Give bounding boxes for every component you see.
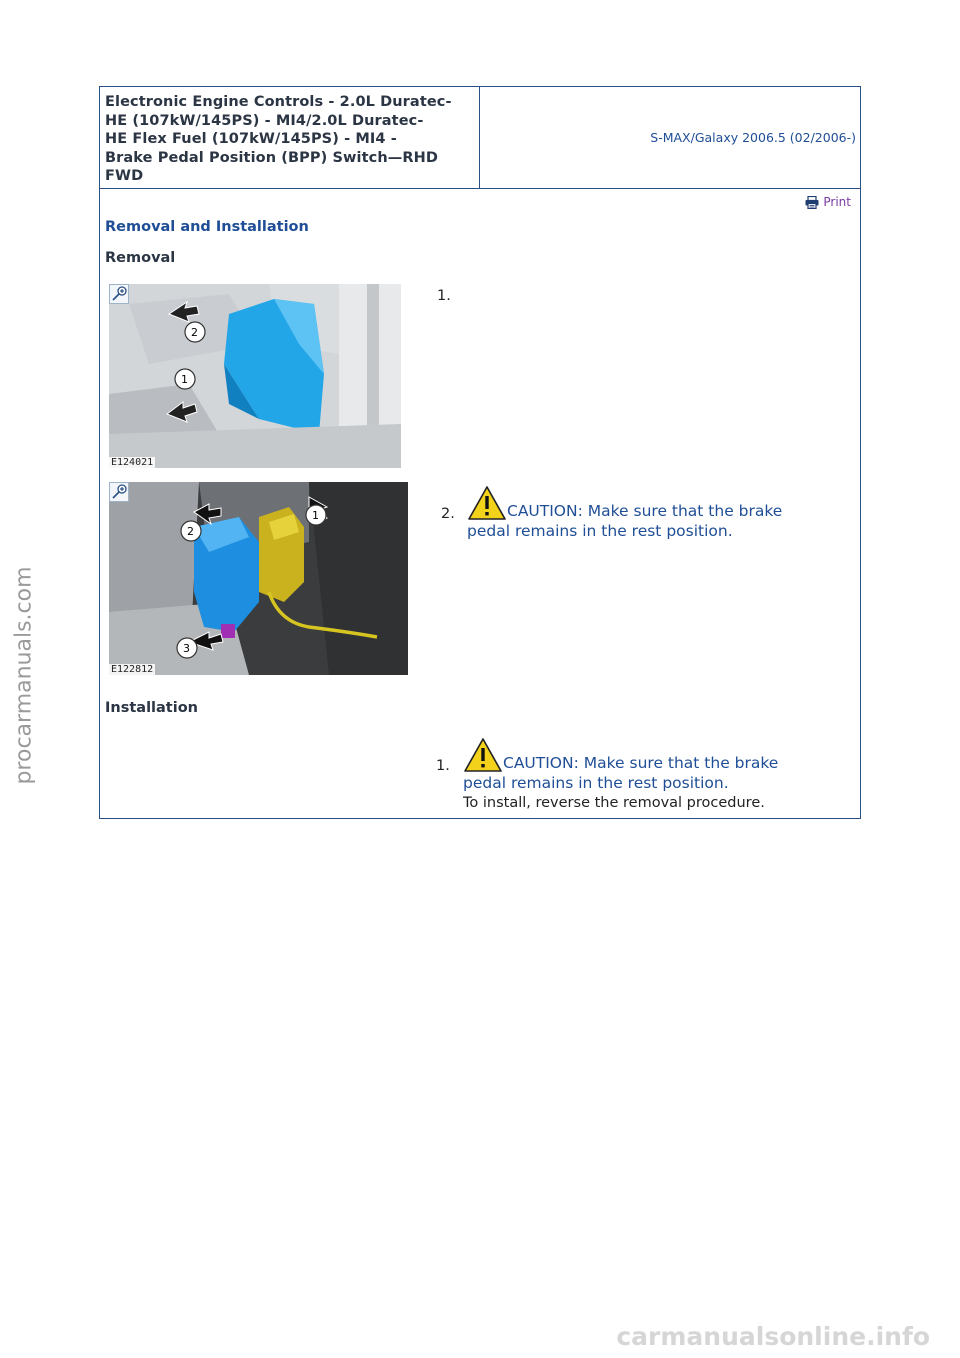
warning-triangle-icon [467, 485, 507, 521]
figure-e122812-callout-1: 1 [312, 509, 319, 522]
title-line-1: Electronic Engine Controls - 2.0L Duratec- [105, 94, 452, 110]
figure-e122812-callout-3: 3 [183, 642, 190, 655]
figure-e122812-illustration [109, 482, 408, 675]
print-link[interactable] [805, 195, 851, 209]
installation-step-1-caution-line-1: CAUTION: Make sure that the brake [503, 754, 779, 772]
removal-step-1-number: 1. [437, 288, 451, 304]
removal-step-2-caution-line-2: pedal remains in the rest position. [467, 522, 733, 540]
section-heading-removal-installation: Removal and Installation [105, 219, 309, 235]
removal-step-2-number: 2. [441, 506, 455, 522]
title-line-5: FWD [105, 168, 144, 184]
title-line-3: HE Flex Fuel (107kW/145PS) - MI4 - [105, 131, 397, 147]
title-line-2: HE (107kW/145PS) - MI4/2.0L Duratec- [105, 112, 424, 129]
header-vehicle-cell [480, 87, 860, 188]
printer-icon [805, 196, 819, 209]
document-frame [99, 86, 861, 819]
figure-e122812-code: E122812 [111, 664, 154, 675]
magnify-icon [110, 483, 128, 501]
header-row [100, 87, 860, 189]
print-label: Print [823, 195, 851, 209]
title-line-4: Brake Pedal Position (BPP) Switch—RHD [105, 149, 438, 166]
warning-triangle-icon [463, 737, 503, 773]
figure-e124021 [109, 284, 401, 468]
vehicle-model: S-MAX/Galaxy 2006.5 (02/2006-) [650, 130, 856, 145]
removal-step-2-caution-line-1: CAUTION: Make sure that the brake [507, 502, 783, 520]
bottom-watermark: carmanualsonline.info [616, 1322, 930, 1351]
removal-step-2-caution [467, 485, 782, 541]
figure-e124021-code: E124021 [111, 457, 154, 468]
side-watermark [4, 560, 44, 790]
installation-step-1-caution-line-2: pedal remains in the rest position. [463, 774, 729, 792]
figure-e124021-illustration [109, 284, 401, 468]
zoom-figure-e124021-icon[interactable] [109, 284, 129, 304]
header-title-cell [100, 87, 480, 188]
zoom-figure-e122812-icon[interactable] [109, 482, 129, 502]
installation-step-1-text: To install, reverse the removal procedure. [463, 795, 765, 811]
figure-e124021-callout-1: 1 [181, 373, 188, 386]
figure-e122812 [109, 482, 408, 675]
side-watermark-text: procarmanuals.com [11, 565, 37, 785]
installation-step-1-caution [463, 737, 778, 793]
section-heading-installation: Installation [105, 700, 198, 716]
figure-e124021-callout-2: 2 [191, 326, 198, 339]
installation-step-1-number: 1. [436, 758, 450, 774]
magnify-icon [110, 285, 128, 303]
section-heading-removal: Removal [105, 250, 176, 266]
figure-e122812-callout-2: 2 [187, 525, 194, 538]
document-title [105, 93, 473, 186]
